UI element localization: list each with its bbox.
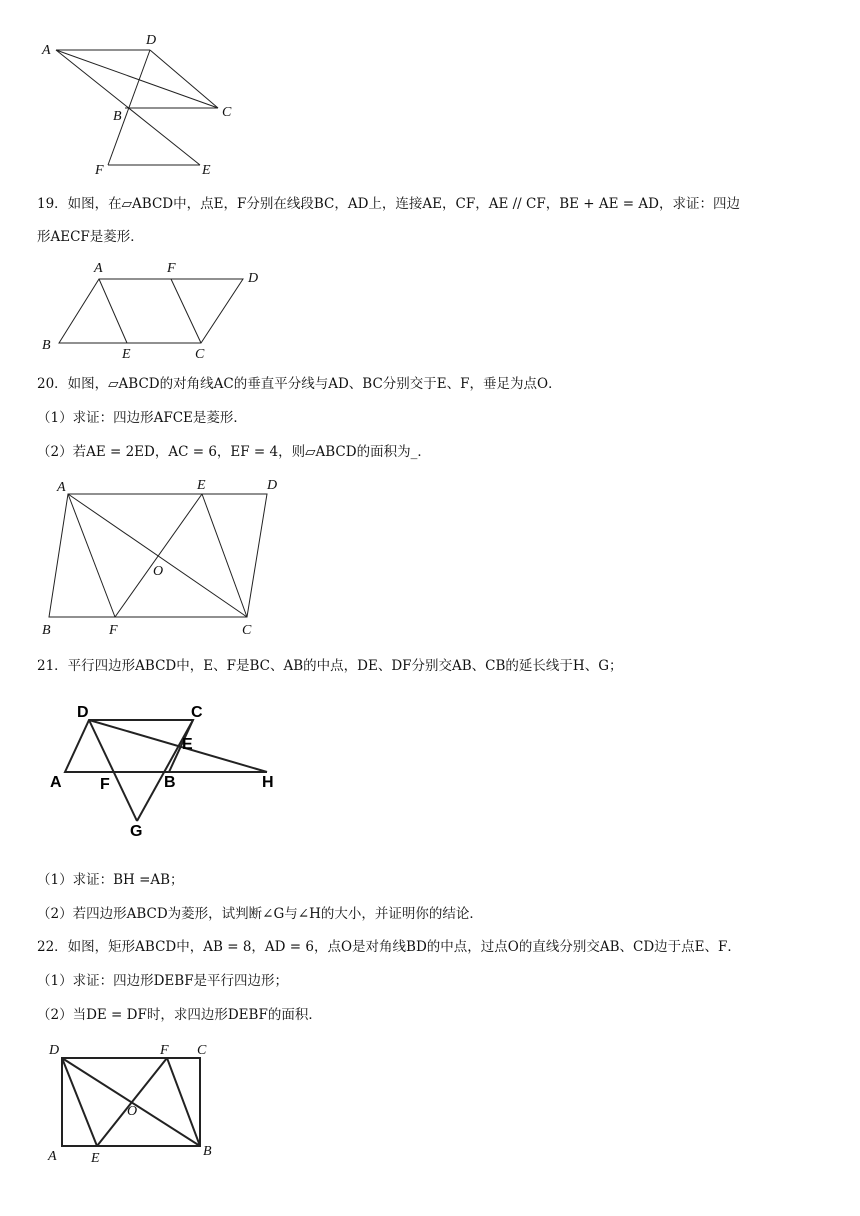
q20-part1: （1）求证：四边形AFCE是菱形． xyxy=(37,410,247,426)
label-A: A xyxy=(57,480,66,495)
label-B: B xyxy=(164,774,176,791)
label-F: F xyxy=(109,623,118,638)
label-B: B xyxy=(42,623,51,638)
label-A: A xyxy=(48,1149,57,1164)
label-A: A xyxy=(94,261,103,276)
segment-EC xyxy=(202,494,247,617)
segment-FE xyxy=(97,1058,167,1146)
q22-text-line1: 22．如图，矩形ABCD中，AB = 8，AD = 6，点O是对角线BD的中点，过点O的直线分别交AB、CD边于点E、F． xyxy=(37,939,741,955)
label-C: C xyxy=(242,623,252,638)
label-G: G xyxy=(130,823,143,840)
label-F: F xyxy=(160,1043,169,1058)
label-D: D xyxy=(77,704,89,721)
label-D: D xyxy=(146,33,157,48)
q21-diagram xyxy=(40,695,285,845)
label-O: O xyxy=(153,564,164,579)
label-H: H xyxy=(262,774,274,791)
parallelogram-ABCD xyxy=(65,720,193,772)
label-D: D xyxy=(49,1043,60,1058)
segment-DC xyxy=(150,50,218,108)
label-F: F xyxy=(167,261,176,276)
q20-text-line1: 20．如图，▱ABCD的对角线AC的垂直平分线与AD、BC分别交于E、F，垂足为点O． xyxy=(37,376,562,392)
label-E: E xyxy=(182,736,193,753)
q21-part1: （1）求证：BH =AB； xyxy=(37,872,184,888)
label-O: O xyxy=(127,1104,138,1119)
q22-part2: （2）当DE = DF时，求四边形DEBF的面积． xyxy=(37,1007,322,1023)
label-C: C xyxy=(195,347,205,362)
label-B: B xyxy=(42,338,51,353)
q19-text-line1: 19．如图，在▱ABCD中，点E，F分别在线段BC，AD上，连接AE，CF，AE // CF，BE + AE = AD，求证：四边 xyxy=(37,196,740,212)
label-C: C xyxy=(222,105,232,120)
label-F: F xyxy=(100,776,110,793)
label-E: E xyxy=(202,163,211,178)
parallelogram-ABCD xyxy=(59,279,243,343)
label-A: A xyxy=(50,774,62,791)
label-D: D xyxy=(267,478,278,493)
q18-figure xyxy=(30,30,250,185)
label-D: D xyxy=(248,271,259,286)
q22-figure xyxy=(40,1035,230,1165)
q18-diagram xyxy=(30,30,250,185)
segment-DE xyxy=(62,1058,97,1146)
q21-figure xyxy=(40,695,285,845)
label-E: E xyxy=(197,478,206,493)
label-C: C xyxy=(197,1043,207,1058)
segment-FB xyxy=(167,1058,200,1146)
label-E: E xyxy=(122,347,131,362)
segment-AC-line xyxy=(56,50,218,108)
q20-figure xyxy=(35,474,295,639)
label-F: F xyxy=(95,163,104,178)
label-A: A xyxy=(42,43,51,58)
q20-diagram xyxy=(35,474,295,639)
q20-part2: （2）若AE = 2ED，AC = 6，EF = 4，则▱ABCD的面积为_． xyxy=(37,444,431,460)
segment-AF xyxy=(68,494,115,617)
diagonal-AC xyxy=(68,494,247,617)
q21-part2: （2）若四边形ABCD为菱形，试判断∠G与∠H的大小，并证明你的结论． xyxy=(37,906,483,922)
segment-DG xyxy=(89,720,137,821)
q21-text-line1: 21．平行四边形ABCD中，E、F是BC、AB的中点，DE、DF分别交AB、CB的延长线于H、G； xyxy=(37,658,623,674)
label-B: B xyxy=(203,1144,212,1159)
q22-diagram xyxy=(40,1035,230,1165)
q22-part1: （1）求证：四边形DEBF是平行四边形； xyxy=(37,973,289,989)
segment-EF xyxy=(115,494,202,617)
q19-text-line2: 形AECF是菱形． xyxy=(37,229,144,245)
label-C: C xyxy=(191,704,203,721)
label-E: E xyxy=(91,1151,100,1165)
segment-AE xyxy=(99,279,127,343)
label-B: B xyxy=(113,109,122,124)
q19-figure xyxy=(38,258,268,363)
segment-FC xyxy=(171,279,201,343)
q19-diagram xyxy=(38,258,268,363)
